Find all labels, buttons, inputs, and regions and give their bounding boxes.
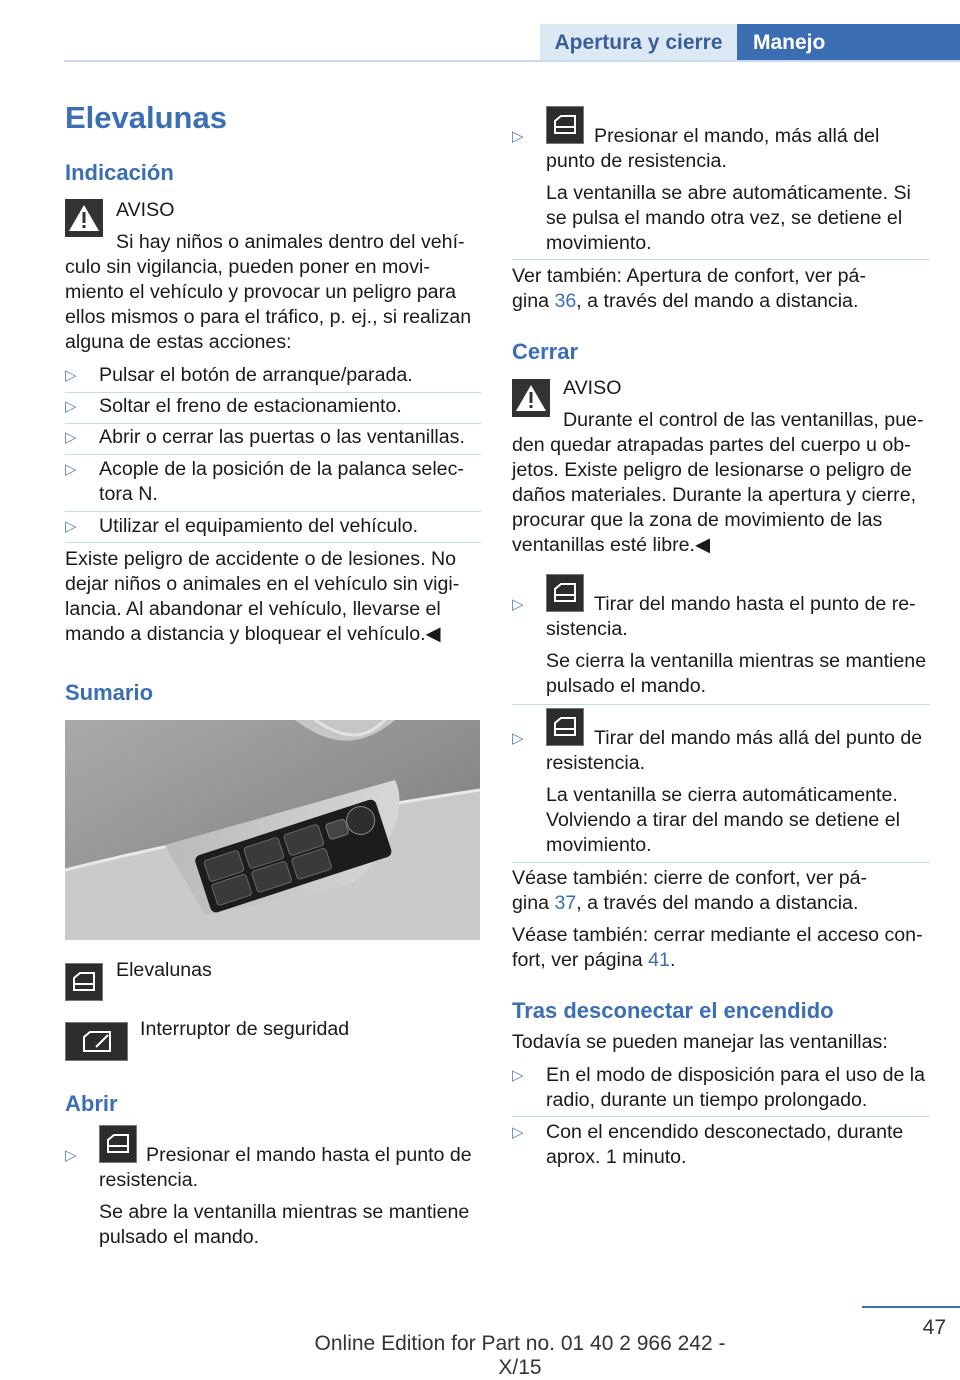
triangle-bullet-icon: ▷: [512, 128, 524, 145]
triangle-bullet-icon: ▷: [512, 596, 524, 613]
warning-icon: [512, 379, 550, 417]
list-item: ▷ Pulsar el botón de arranque/parada.: [65, 364, 413, 386]
divider: [65, 423, 481, 424]
heading-tras-desconectar: Tras desconectar el encendido: [512, 998, 834, 1023]
edition-footer: Online Edition for Part no. 01 40 2 966 242 - X/15: [314, 1332, 726, 1379]
window-switch-icon: [65, 963, 103, 1001]
heading-cerrar: Cerrar: [512, 339, 579, 364]
body-text-line: movimiento.: [546, 834, 652, 856]
triangle-bullet-icon: ▷: [65, 429, 77, 446]
warning-label: AVISO: [563, 377, 622, 399]
legend-elevalunas: Elevalunas: [116, 959, 212, 981]
list-item: ▷ Tirar del mando hasta el punto de re‐ sistencia.: [512, 592, 930, 642]
divider: [65, 542, 481, 543]
window-switch-photo: [65, 720, 480, 940]
divider: [65, 454, 481, 455]
tab-manejo[interactable]: Manejo: [737, 24, 960, 62]
triangle-bullet-icon: ▷: [512, 730, 524, 747]
warning-text-line: miento el vehículo y provocar un peligro para: [65, 281, 457, 303]
page-link-37[interactable]: 37: [554, 892, 577, 914]
list-item: ▷ Presionar el mando, más allá del punto de resistencia.: [512, 124, 930, 174]
heading-indicacion: Indicación: [65, 160, 174, 185]
body-text-line: movimiento.: [546, 232, 652, 254]
body-text-line: lancia. Al abandonar el vehículo, llevarse el: [65, 598, 441, 620]
warning-text-line: Si hay niños o animales dentro del vehí‐: [116, 231, 465, 253]
warning-text-line: ventanillas esté libre.◀: [512, 534, 711, 556]
list-item: ▷ Abrir o cerrar las puertas o las ventanillas.: [65, 426, 465, 448]
list-item: ▷ Con el encendido desconectado, durante aprox. 1 minuto.: [512, 1121, 904, 1168]
body-text-line: dejar niños o animales en el vehículo sin vigi‐: [65, 573, 460, 595]
warning-text-line: jetos. Existe peligro de lesionarse o peligro de: [512, 459, 912, 481]
body-text-line: Ver también: Apertura de confort, ver pá‐: [512, 265, 866, 287]
body-text-line: pulsado el mando.: [99, 1226, 260, 1248]
warning-text-line: alguna de estas acciones:: [65, 331, 292, 353]
warning-text-line: culo sin vigilancia, pueden poner en movi‐: [65, 256, 430, 278]
window-switch-icon: [546, 708, 584, 746]
body-text-line: La ventanilla se abre automáticamente. Si: [546, 182, 911, 204]
window-switch-icon: [99, 1125, 137, 1163]
body-text-line: gina 36, a través del mando a distancia.: [512, 290, 859, 312]
page-number: 47: [922, 1316, 946, 1339]
window-switch-icon: [546, 574, 584, 612]
triangle-bullet-icon: ▷: [65, 1147, 77, 1164]
page-link-41[interactable]: 41: [648, 949, 670, 971]
body-text-line: fort, ver página 41.: [512, 949, 676, 971]
triangle-bullet-icon: ▷: [512, 1124, 524, 1141]
triangle-bullet-icon: ▷: [512, 1067, 524, 1084]
tab-apertura-y-cierre[interactable]: Apertura y cierre: [540, 24, 737, 62]
body-text-line: gina 37, a través del mando a distancia.: [512, 892, 859, 914]
divider: [65, 392, 481, 393]
legend-interruptor: Interruptor de seguridad: [140, 1018, 350, 1040]
warning-text-line: ellos mismos o para el tráfico, p. ej., si realizan: [65, 306, 472, 328]
body-text-line: Véase también: cierre de confort, ver pá‐: [512, 867, 868, 889]
list-item: ▷ Soltar el freno de estacionamiento.: [65, 395, 402, 417]
heading-sumario: Sumario: [65, 680, 154, 705]
divider: [65, 511, 481, 512]
body-text-line: Se cierra la ventanilla mientras se mantiene: [546, 650, 927, 672]
list-item: ▷ En el modo de disposición para el uso de la radio, durante un tiempo prolongado.: [512, 1064, 926, 1111]
safety-switch-icon: [65, 1022, 128, 1061]
triangle-bullet-icon: ▷: [65, 367, 77, 384]
page-link-36[interactable]: 36: [554, 290, 577, 312]
body-text-line: mando a distancia y bloquear el vehículo.◀: [65, 623, 441, 645]
list-item: ▷ Utilizar el equipamiento del vehículo.: [65, 515, 419, 537]
header-rule: [64, 60, 960, 62]
warning-text-line: procurar que la zona de movimiento de las: [512, 509, 883, 531]
divider: [512, 704, 930, 705]
warning-text-line: daños materiales. Durante la apertura y cierre,: [512, 484, 917, 506]
triangle-bullet-icon: ▷: [65, 398, 77, 415]
body-text-line: Todavía se pueden manejar las ventanillas:: [512, 1031, 888, 1053]
list-item: ▷ Tirar del mando más allá del punto de resistencia.: [512, 726, 930, 776]
warning-icon: [65, 199, 103, 237]
divider: [512, 862, 930, 863]
body-text-line: Volviendo a tirar del mando se detiene el: [546, 809, 901, 831]
footer-rule: [862, 1306, 960, 1308]
body-text-line: Véase también: cerrar mediante el acceso con‐: [512, 924, 923, 946]
divider: [512, 259, 930, 260]
warning-text-line: den quedar atrapadas partes del cuerpo u ob‐: [512, 434, 911, 456]
divider: [512, 1116, 930, 1117]
triangle-bullet-icon: ▷: [65, 461, 77, 478]
page-title: Elevalunas: [65, 100, 227, 135]
warning-label: AVISO: [116, 199, 175, 221]
body-text-line: Se abre la ventanilla mientras se mantiene: [99, 1201, 470, 1223]
body-text-line: se pulsa el mando otra vez, se detiene el: [546, 207, 903, 229]
triangle-bullet-icon: ▷: [65, 518, 77, 535]
warning-text-line: Durante el control de las ventanillas, pue‐: [563, 409, 924, 431]
body-text-line: La ventanilla se cierra automáticamente.: [546, 784, 898, 806]
body-text-line: pulsado el mando.: [546, 675, 707, 697]
window-switch-icon: [546, 106, 584, 144]
body-text-line: Existe peligro de accidente o de lesiones. No: [65, 548, 457, 570]
list-item: ▷ Acople de la posición de la palanca selec‐ tora N.: [65, 458, 464, 505]
heading-abrir: Abrir: [65, 1091, 118, 1116]
list-item: ▷ Presionar el mando hasta el punto de resistencia.: [65, 1143, 481, 1193]
